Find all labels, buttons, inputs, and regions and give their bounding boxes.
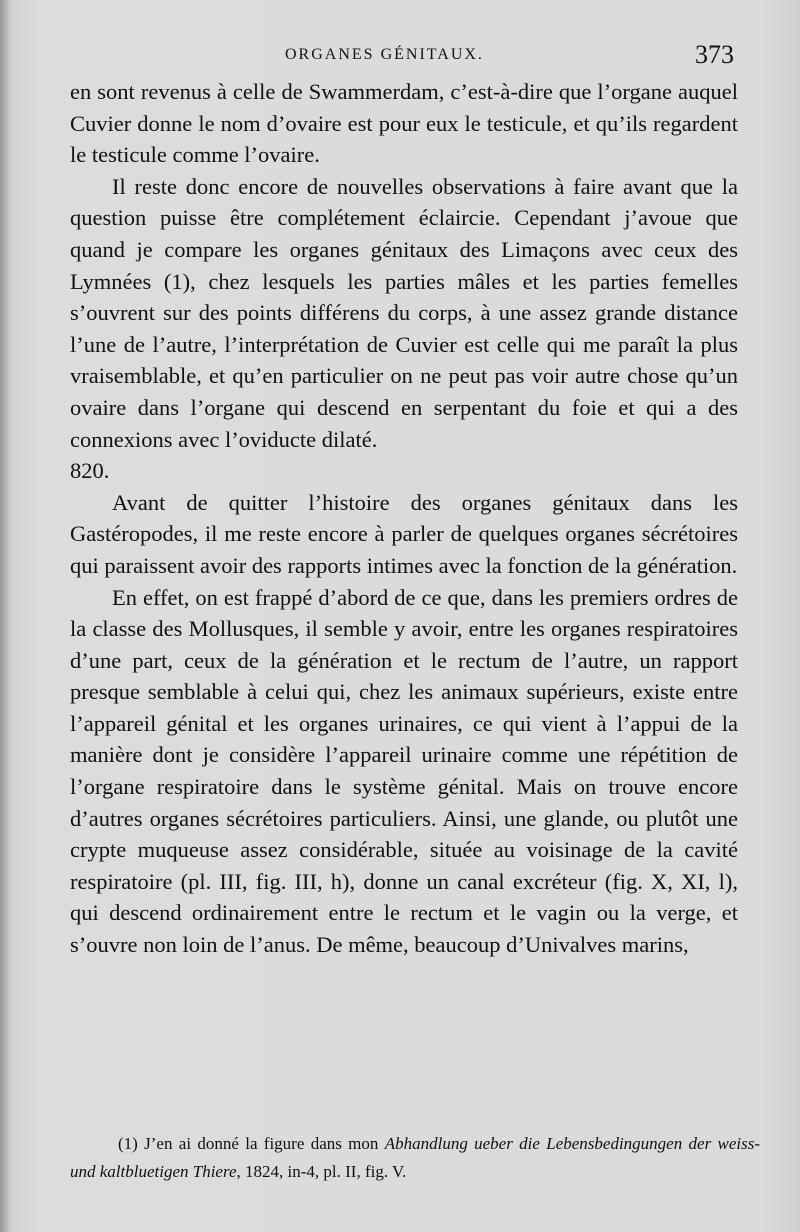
footnote-title: Abhandlung ueber die Lebensbedingungen der weiss- und kaltbluetigen Thiere bbox=[70, 1134, 760, 1181]
paragraph: Avant de quitter l’histoire des organes génitaux dans les Gastéropodes, il me reste encore à parler de quelques organes sécrétoires qui paraissent avoir des rapports intimes avec la fonction de la génération. bbox=[70, 489, 738, 578]
footnote-marker: (1) bbox=[118, 1134, 138, 1153]
paragraph-continuation: en sont revenus à celle de Swammerdam, c’est-à-dire que l’organe auquel Cuvier donne le nom d’ovaire est pour eux le testicule, et qu’ils regardent le testicule comme l’ovaire. bbox=[70, 79, 738, 168]
page-gutter-shadow bbox=[0, 0, 10, 1232]
footnote-text-after: , 1824, in-4, pl. II, fig. V. bbox=[236, 1162, 407, 1181]
paragraph: Il reste donc encore de nouvelles observations à faire avant que la question puisse être complétement éclaircie. Cependant j’avoue que quand je compare les organes génitaux des Limaçons avec ceux des Lymnées (1), chez lesquels les parties mâles et les parties femelles s’ouvrent sur des points différens du corps, à une assez grande distance l’une de l’autre, l’interprétation de Cuvier est celle qui me paraît la plus vraisemblable, et qu’en particulier on ne peut pas voir autre chose qu’un ovaire dans l’organe qui descend en serpentant du foie et qui a des connexions avec l’oviducte dilaté. bbox=[70, 173, 738, 452]
running-head: ORGANES GÉNITAUX. bbox=[285, 46, 484, 63]
footnote bbox=[70, 1130, 760, 1186]
paragraph: En effet, on est frappé d’abord de ce que, dans les premiers ordres de la classe des Mollusques, il semble y avoir, entre les organes respiratoires d’une part, ceux de la génération et le rectum de l’autre, un rapport presque semblable à celui qui, chez les animaux supérieurs, existe entre l’appareil génital et les organes urinaires, ce qui vient à l’appui de la manière dont je considère l’appareil urinaire comme une répétition de l’organe respiratoire dans le système génital. Mais on trouve encore d’autres organes sécrétoires particuliers. Ainsi, une glande, ou plutôt une crypte muqueuse assez considérable, située au voisinage de la cavité respiratoire (pl. III, fig. III, h), donne un canal excréteur (fig. X, XI, l), qui descend ordinairement entre le rectum et le vagin ou la verge, et s’ouvre non loin de l’anus. De même, beaucoup d’Univalves marins, bbox=[70, 584, 738, 958]
body-text bbox=[70, 76, 738, 961]
footnote-text-before: J’en ai donné la figure dans mon bbox=[144, 1134, 379, 1153]
page-header bbox=[0, 40, 800, 80]
page-number: 373 bbox=[695, 40, 734, 69]
section-number: 820. bbox=[70, 458, 110, 484]
